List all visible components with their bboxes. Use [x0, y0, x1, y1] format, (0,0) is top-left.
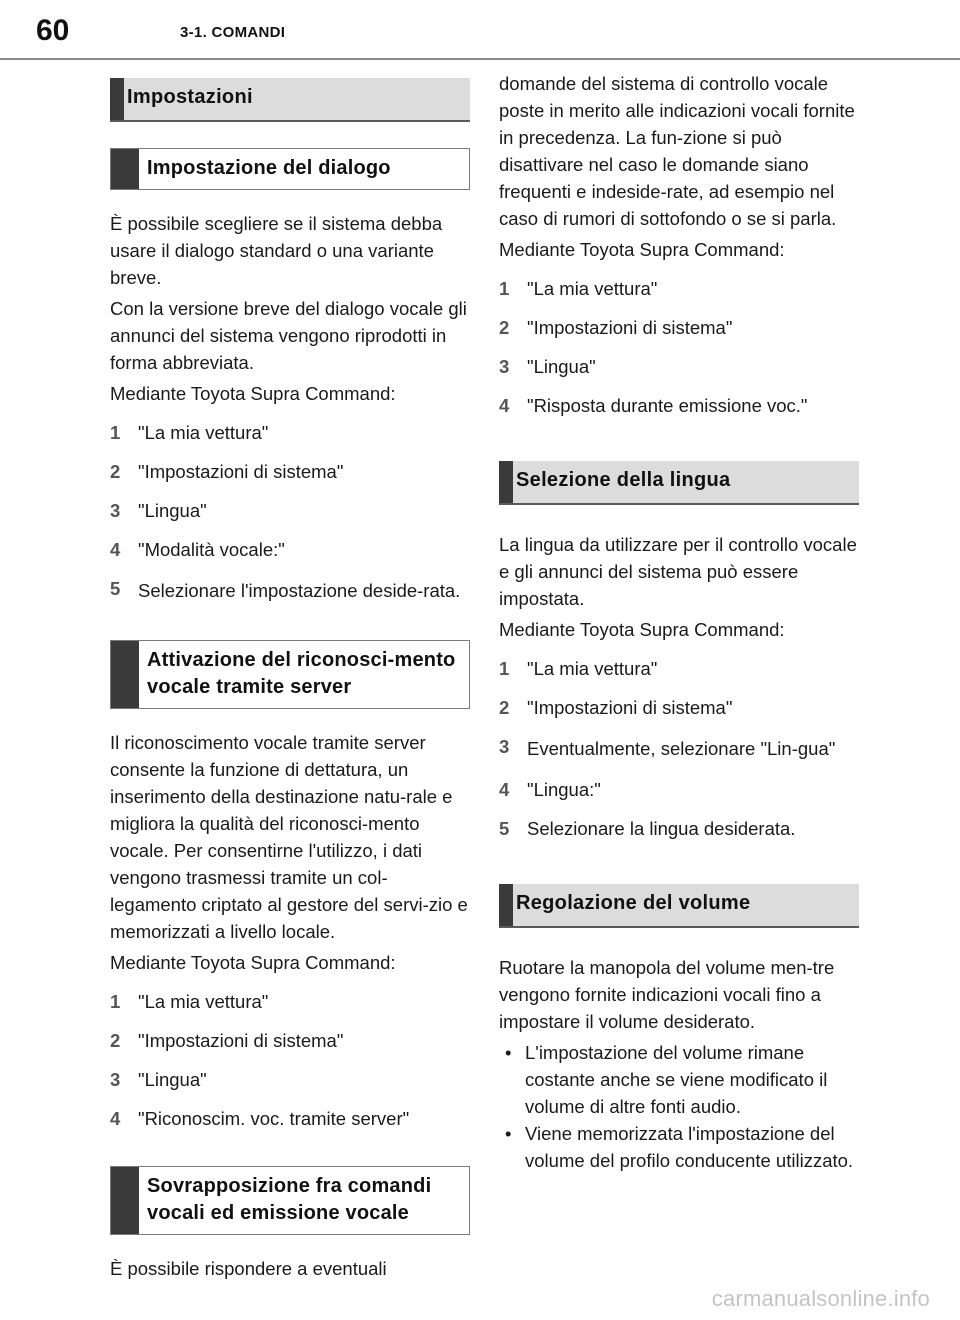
step-item [499, 776, 859, 803]
step-text: Selezionare la lingua desiderata. [527, 818, 796, 839]
step-text: "Riconoscim. voc. tramite server" [138, 1108, 410, 1129]
step-number: 1 [110, 991, 121, 1012]
step-text: "La mia vettura" [527, 278, 658, 299]
step-number: 2 [110, 1030, 121, 1051]
step-number: 5 [499, 818, 510, 839]
step-item [110, 1027, 470, 1054]
subheading-title: Sovrapposizione fra comandi vocali ed emissione vocale [147, 1175, 432, 1224]
step-text: "Impostazioni di sistema" [138, 1030, 344, 1051]
subheading-overlap [110, 1166, 470, 1235]
step-text: "La mia vettura" [527, 658, 658, 679]
bullet-dot: • [505, 1123, 512, 1144]
step-item [499, 694, 859, 721]
paragraph: Con la versione breve del dialogo vocale gli annunci del sistema vengono riprodotti in forma abbreviata. [110, 298, 467, 373]
step-number: 4 [499, 779, 510, 800]
step-text: "Impostazioni di sistema" [527, 697, 733, 718]
step-item [499, 815, 859, 842]
header-rule [0, 58, 960, 60]
step-text: "Modalità vocale:" [138, 539, 285, 560]
paragraph: Mediante Toyota Supra Command: [499, 619, 785, 640]
paragraph: Il riconoscimento vocale tramite server consente la funzione di dettatura, un inserimento della destinazione natu-rale e migliora la qualità del riconosci-mento vocale. Per consentirne l'utilizzo, i dati vengono trasmessi tramite un col-legamento criptato al gestore del servi-zio e memorizzati a livello locale. [110, 732, 468, 942]
step-text: "La mia vettura" [138, 991, 269, 1012]
subheading-bar [111, 149, 139, 189]
step-item [499, 275, 859, 302]
step-number: 3 [499, 356, 510, 377]
section-rule [499, 503, 859, 505]
section-bar [110, 78, 124, 120]
paragraph: domande del sistema di controllo vocale poste in merito alle indicazioni vocali fornite in precedenza. La fun-zione si può disattivare nel caso le domande siano frequenti e indeside-rate, ad esempio nel caso di rumori di sottofondo o se si parla. [499, 73, 855, 229]
subheading-title: Impostazione del dialogo [147, 157, 391, 179]
step-number: 5 [110, 578, 121, 599]
step-item [110, 988, 470, 1015]
paragraph: Mediante Toyota Supra Command: [110, 952, 396, 973]
subheading-server [110, 640, 470, 709]
subheading-title: Attivazione del riconosci-mento vocale tramite server [147, 649, 456, 698]
step-item [110, 1105, 470, 1132]
step-text: "La mia vettura" [138, 422, 269, 443]
subheading-dialog [110, 148, 470, 190]
paragraph: È possibile scegliere se il sistema debba usare il dialogo standard o una variante breve. [110, 213, 443, 288]
chapter-title: 3-1. COMANDI [180, 24, 286, 41]
watermark: carmanualsonline.info [711, 1286, 930, 1311]
section-heading-volume [499, 884, 859, 926]
section-bar [499, 884, 513, 926]
step-item [110, 458, 470, 485]
step-text: "Lingua" [527, 356, 596, 377]
section-title: Impostazioni [127, 86, 253, 108]
bullet-text: Viene memorizzata l'impostazione del volume del profilo conducente utilizzato. [525, 1123, 854, 1171]
paragraph: Mediante Toyota Supra Command: [499, 239, 785, 260]
step-number: 1 [110, 422, 121, 443]
section-rule [499, 926, 859, 928]
section-heading-impostazioni [110, 78, 470, 120]
paragraph: È possibile rispondere a eventuali [110, 1258, 387, 1279]
step-item [499, 733, 859, 764]
section-rule [110, 120, 470, 122]
step-text: "Impostazioni di sistema" [527, 317, 733, 338]
step-text: Selezionare l'impostazione deside-rata. [138, 580, 461, 601]
bullet-item [499, 1120, 859, 1174]
step-text: "Risposta durante emissione voc." [527, 395, 808, 416]
bullet-dot: • [505, 1042, 512, 1063]
section-title: Regolazione del volume [516, 892, 751, 914]
bullet-item [499, 1039, 859, 1120]
step-number: 4 [499, 395, 510, 416]
bullet-text: L'impostazione del volume rimane costante anche se viene modificato il volume di altre fonti audio. [525, 1042, 828, 1117]
step-number: 3 [110, 500, 121, 521]
step-number: 1 [499, 658, 510, 679]
paragraph: Ruotare la manopola del volume men-tre vengono fornite indicazioni vocali fino a impostare il volume desiderato. [499, 957, 835, 1032]
step-item [110, 536, 470, 563]
step-text: "Lingua" [138, 1069, 207, 1090]
left-column [110, 70, 470, 1286]
step-number: 2 [499, 317, 510, 338]
section-heading-lingua [499, 461, 859, 503]
paragraph: La lingua da utilizzare per il controllo vocale e gli annunci del sistema può essere impostata. [499, 534, 857, 609]
paragraph: Mediante Toyota Supra Command: [110, 383, 396, 404]
step-number: 2 [110, 461, 121, 482]
step-text: "Lingua:" [527, 779, 601, 800]
step-number: 2 [499, 697, 510, 718]
step-item [110, 419, 470, 446]
step-text: Eventualmente, selezionare "Lin-gua" [527, 738, 836, 759]
section-title: Selezione della lingua [516, 469, 731, 491]
subheading-bar [111, 1167, 139, 1234]
subheading-bar [111, 641, 139, 708]
step-item [499, 314, 859, 341]
step-number: 4 [110, 539, 121, 560]
step-item [499, 655, 859, 682]
step-item [110, 1066, 470, 1093]
right-column [499, 70, 859, 1174]
step-text: "Lingua" [138, 500, 207, 521]
step-item [499, 353, 859, 380]
step-number: 1 [499, 278, 510, 299]
step-text: "Impostazioni di sistema" [138, 461, 344, 482]
step-item [110, 497, 470, 524]
step-item [110, 575, 470, 606]
step-number: 4 [110, 1108, 121, 1129]
step-item [499, 392, 859, 419]
page-number: 60 [36, 14, 70, 47]
step-number: 3 [499, 736, 510, 757]
section-bar [499, 461, 513, 503]
step-number: 3 [110, 1069, 121, 1090]
